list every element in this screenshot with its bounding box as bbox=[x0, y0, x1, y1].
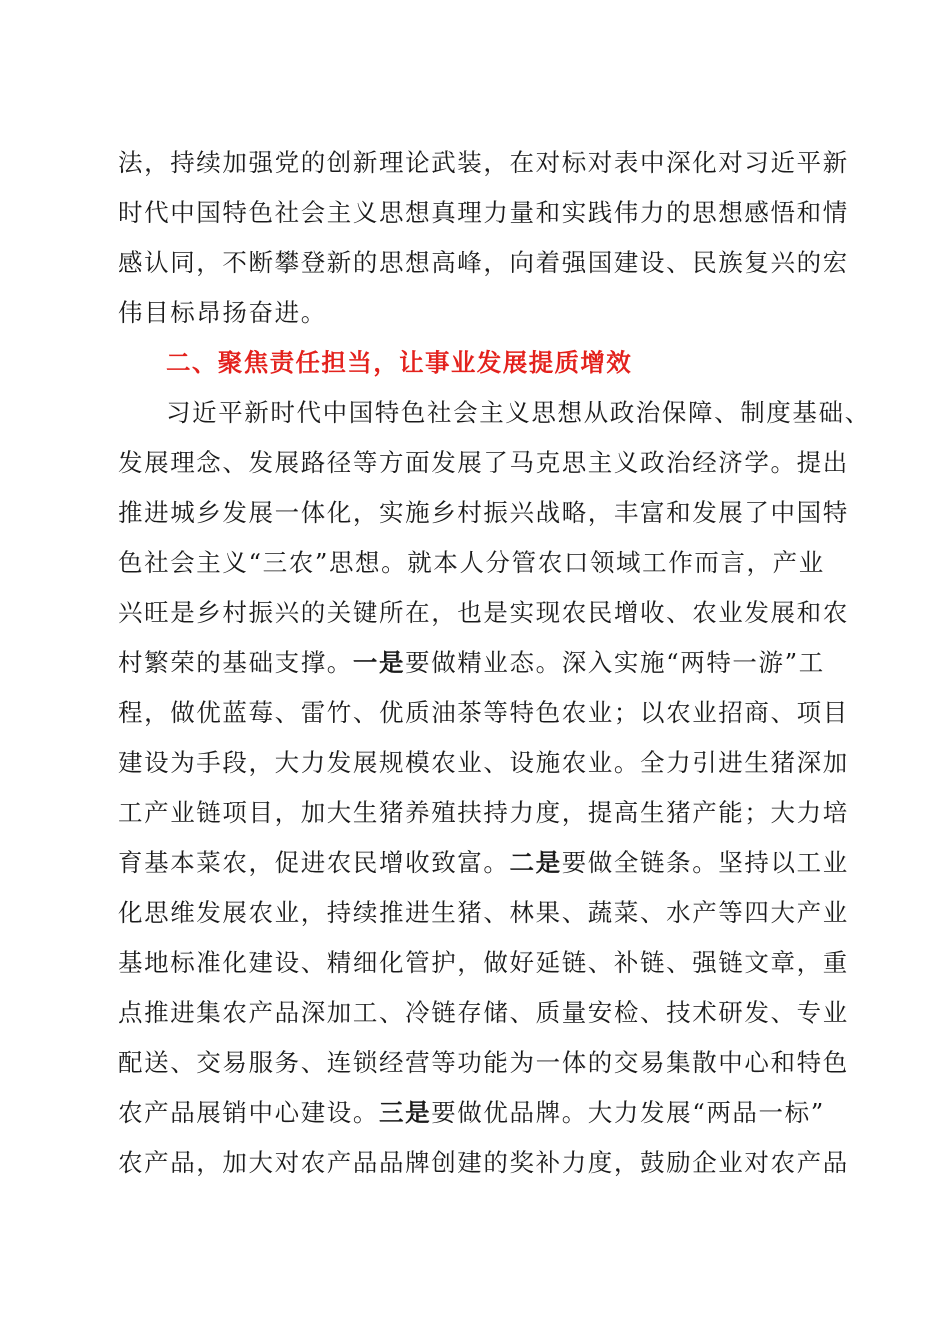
paragraph-line: 发展理念、发展路径等方面发展了马克思主义政治经济学。提出 bbox=[118, 448, 849, 477]
paragraph-line bbox=[118, 843, 849, 883]
paragraph-line: 色社会主义“三农”思想。就本人分管农口领域工作而言，产业 bbox=[118, 548, 825, 577]
line-text: 要做精业态。深入实施“两特一游”工 bbox=[405, 648, 825, 677]
paragraph-line: 程，做优蓝莓、雷竹、优质油茶等特色农业；以农业招商、项目 bbox=[118, 698, 849, 727]
paragraph-line: 推进城乡发展一体化，实施乡村振兴战略，丰富和发展了中国特 bbox=[118, 498, 849, 527]
paragraph-line: 习近平新时代中国特色社会主义思想从政治保障、制度基础、 bbox=[166, 398, 871, 427]
paragraph-line: 化思维发展农业，持续推进生猪、林果、蔬菜、水产等四大产业 bbox=[118, 898, 849, 927]
paragraph-line: 兴旺是乡村振兴的关键所在，也是实现农民增收、农业发展和农 bbox=[118, 598, 849, 627]
paragraph-line: 建设为手段，大力发展规模农业、设施农业。全力引进生猪深加 bbox=[118, 748, 849, 777]
paragraph-line: 配送、交易服务、连锁经营等功能为一体的交易集散中心和特色 bbox=[118, 1048, 849, 1077]
paragraph-line: 农产品，加大对农产品品牌创建的奖补力度，鼓励企业对农产品 bbox=[118, 1148, 849, 1177]
paragraph-line: 时代中国特色社会主义思想真理力量和实践伟力的思想感悟和情 bbox=[118, 198, 849, 227]
line-text: 要做全链条。坚持以工业 bbox=[561, 848, 849, 877]
paragraph-line: 法，持续加强党的创新理论武装，在对标对表中深化对习近平新 bbox=[118, 148, 849, 177]
emphasis-first: 一是 bbox=[352, 648, 406, 677]
paragraph-line: 基地标准化建设、精细化管护，做好延链、补链、强链文章，重 bbox=[118, 948, 849, 977]
section-heading: 二、聚焦责任担当，让事业发展提质增效 bbox=[166, 348, 633, 377]
emphasis-third: 三是 bbox=[379, 1098, 432, 1127]
paragraph-line: 伟目标昂扬奋进。 bbox=[118, 298, 327, 327]
paragraph-line bbox=[118, 643, 825, 683]
line-text: 村繁荣的基础支撑。 bbox=[118, 648, 353, 677]
paragraph-line bbox=[118, 1093, 825, 1133]
line-text: 要做优品牌。大力发展“两品一标” bbox=[431, 1098, 825, 1127]
line-text: 农产品展销中心建设。 bbox=[118, 1098, 379, 1127]
paragraph-line: 工产业链项目，加大生猪养殖扶持力度，提高生猪产能；大力培 bbox=[118, 798, 849, 827]
emphasis-second: 二是 bbox=[509, 848, 562, 877]
line-text: 育基本菜农，促进农民增收致富。 bbox=[118, 848, 510, 877]
paragraph-line: 感认同，不断攀登新的思想高峰，向着强国建设、民族复兴的宏 bbox=[118, 248, 849, 277]
paragraph-line: 点推进集农产品深加工、冷链存储、质量安检、技术研发、专业 bbox=[118, 998, 849, 1027]
